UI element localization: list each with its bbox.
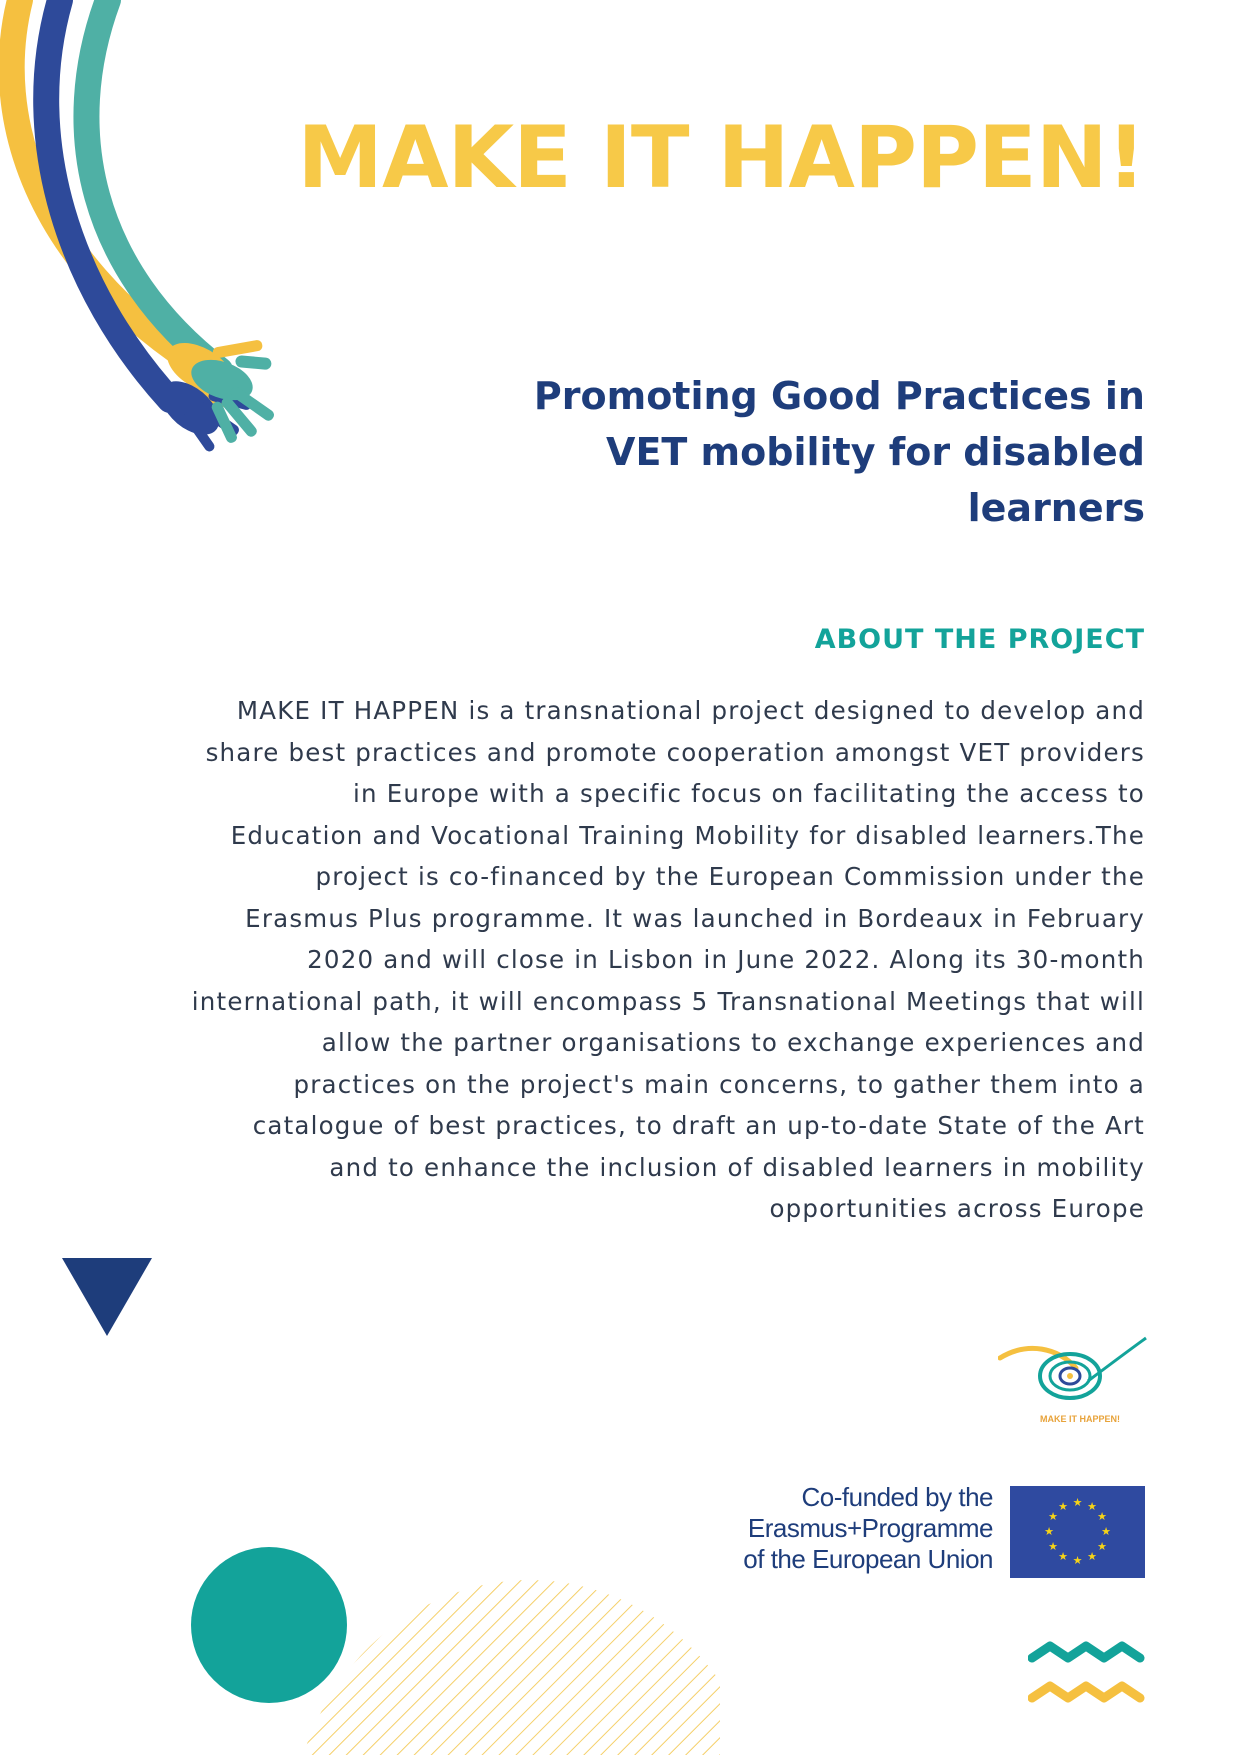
svg-text:★: ★: [1087, 1500, 1097, 1513]
paragraph-line: Education and Vocational Training Mobility for disabled learners.The: [230, 820, 1145, 850]
subtitle-line: VET mobility for disabled: [606, 430, 1145, 474]
section-heading: ABOUT THE PROJECT: [814, 624, 1145, 655]
svg-text:★: ★: [1097, 1510, 1107, 1523]
svg-text:★: ★: [1048, 1540, 1058, 1553]
svg-text:★: ★: [1044, 1525, 1054, 1538]
project-logo: [998, 1336, 1148, 1416]
wave-icon: [1028, 1640, 1148, 1720]
svg-text:★: ★: [1058, 1550, 1068, 1563]
paragraph-line: practices on the project's main concerns, to gather them into a: [293, 1069, 1145, 1099]
paragraph-line: catalogue of best practices, to draft an up-to-date State of the Art: [252, 1111, 1145, 1140]
eu-flag-icon: [1010, 1486, 1145, 1578]
svg-text:★: ★: [1101, 1525, 1111, 1538]
cofunded-line: of the European Union: [743, 1544, 993, 1574]
subtitle-line: Promoting Good Practices in: [533, 374, 1145, 418]
triangle-icon: [62, 1258, 152, 1336]
cofunded-line: Co-funded by the: [801, 1482, 993, 1512]
cofunded-line: Erasmus+Programme: [747, 1513, 993, 1543]
paragraph-line: share best practices and promote cooperation amongst VET providers: [205, 737, 1145, 767]
paragraph-line: project is co-financed by the European Commission under the: [315, 862, 1145, 891]
svg-text:★: ★: [1058, 1500, 1068, 1513]
cofunded-statement: [743, 1482, 993, 1575]
paragraph-line: MAKE IT HAPPEN is a transnational project designed to develop and: [236, 696, 1145, 725]
paragraph-line: opportunities across Europe: [769, 1194, 1145, 1223]
page-subtitle: [385, 368, 1145, 536]
paragraph-line: Erasmus Plus programme. It was launched in Bordeaux in February: [245, 903, 1145, 933]
project-logo-caption: MAKE IT HAPPEN!: [1040, 1414, 1121, 1424]
circle-icon: [190, 1546, 348, 1704]
svg-text:★: ★: [1072, 1554, 1083, 1567]
svg-text:★: ★: [1087, 1550, 1097, 1563]
paragraph-line: and to enhance the inclusion of disabled learners in mobility: [329, 1152, 1145, 1182]
about-paragraph: [145, 690, 1145, 1230]
svg-text:★: ★: [1048, 1510, 1058, 1523]
svg-text:★: ★: [1072, 1496, 1083, 1509]
hands-illustration: [0, 0, 300, 480]
page-title: MAKE IT HAPPEN!: [297, 108, 1145, 208]
paragraph-line: allow the partner organisations to exchange experiences and: [321, 1028, 1145, 1057]
paragraph-line: 2020 and will close in Lisbon in June 2022. Along its 30-month: [307, 945, 1145, 974]
subtitle-line: learners: [967, 486, 1145, 530]
hatched-pattern: [300, 1580, 720, 1755]
paragraph-line: international path, it will encompass 5 Transnational Meetings that will: [191, 986, 1145, 1016]
svg-text:★: ★: [1097, 1540, 1107, 1553]
paragraph-line: in Europe with a specific focus on facilitating the access to: [352, 779, 1145, 808]
